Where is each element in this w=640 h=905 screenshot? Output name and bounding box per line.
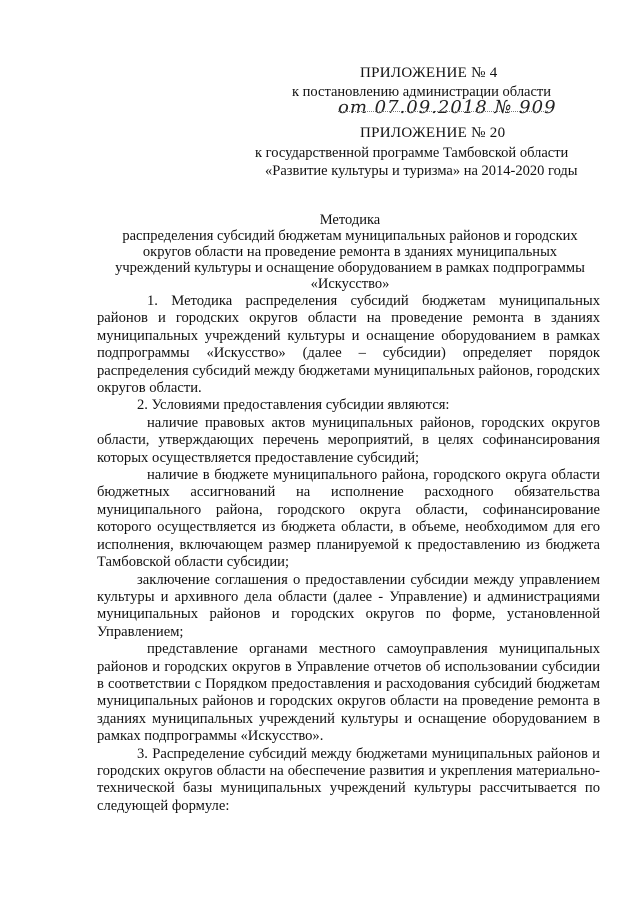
paragraph-3: 3. Распределение субсидий между бюджетами муниципальных районов и городских округов области на обеспечение развития и укрепления материально-технической базы муниципальных учреждений культуры рассчитывается по следующей формуле:	[97, 745, 600, 814]
methodology-subtitle-line: распределения субсидий бюджетам муниципальных районов и городских	[122, 228, 578, 244]
handwritten-date-text: от 07.09.2018 № 909	[338, 97, 557, 118]
methodology-subtitle-line: учреждений культуры и оснащение оборудованием в рамках подпрограммы	[115, 260, 585, 276]
methodology-heading: Методика	[319, 212, 381, 228]
methodology-title	[100, 212, 600, 292]
methodology-subtitle-line: «Искусство»	[310, 276, 390, 292]
handwritten-date-number	[338, 97, 557, 119]
program-line-2: «Развитие культуры и туризма» на 2014-2020 годы	[265, 163, 578, 179]
paragraph-2: 2. Условиями предоставления субсидии являются:	[137, 397, 450, 414]
condition-reports: представление органами местного самоуправления муниципальных районов и городских округов в Управление отчетов об использовании субсидии в соответствии с Порядком предоставления и расходования субсидий бюджетам муниципальных районов и городских округов области на проведение ремонта в зданиях муниципальных учреждений культуры и оснащение оборудованием в рамках подпрограммы «Искусство».	[97, 641, 600, 745]
condition-agreement: заключение соглашения о предоставлении субсидии между управлением культуры и архивного дела области (далее - Управление) и администрациями муниципальных районов и городских округов по форме, установленной Управлением;	[97, 571, 600, 640]
resolution-line: к постановлению администрации области	[292, 84, 552, 100]
condition-legal-acts: наличие правовых актов муниципальных районов, городских округов области, утверждающих перечень мероприятий, в целях софинансирования которых осуществляется предоставление субсидий;	[97, 414, 600, 466]
paragraph-1: 1. Методика распределения субсидий бюджетам муниципальных районов и городских округов области на проведение ремонта в зданиях муниципальных учреждений культуры и оснащение оборудованием в рамках подпрограммы «Искусство» (далее – субсидии) определяет порядок распределения субсидий между бюджетами муниципальных районов, городских округов области.	[97, 293, 600, 397]
methodology-subtitle-line: округов области на проведение ремонта в зданиях муниципальных	[142, 244, 558, 260]
appendix-20-title: ПРИЛОЖЕНИЕ № 20	[360, 125, 506, 141]
appendix-4-title: ПРИЛОЖЕНИЕ № 4	[360, 65, 498, 81]
condition-budget-allocations: наличие в бюджете муниципального района, городского округа области бюджетных ассигнований на исполнение расходного обязательства муниципального района, городского округа области, софинансирование которого осуществляется из бюджета области, в объеме, необходимом для его исполнения, включающем размер планируемой к предоставлению из бюджета Тамбовской области субсидии;	[97, 467, 600, 571]
document-body	[97, 293, 600, 815]
program-line-1: к государственной программе Тамбовской области	[255, 145, 569, 161]
